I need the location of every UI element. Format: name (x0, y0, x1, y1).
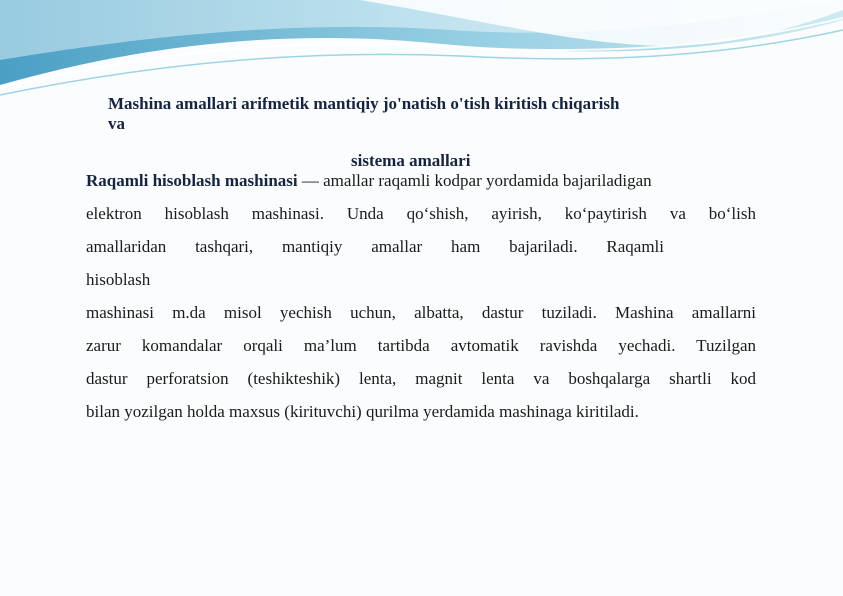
slide-title-line1: Mashina amallari arifmetik mantiqiy jo'natish o'tish kiritish chiqarish (108, 94, 620, 113)
body-line-1 (86, 164, 756, 197)
body-line-1-text: — amallar raqamli kodpar yordamida bajariladigan (297, 171, 652, 190)
body-line-5: mashinasi m.da misol yechish uchun, albatta, dastur tuziladi. Mashina amallarni (86, 303, 756, 322)
body-line-4: hisoblash (86, 270, 151, 289)
slide-title-line3: sistema amallari (351, 151, 471, 170)
body-line-7: dastur perforatsion (teshikteshik) lenta, magnit lenta va boshqalarga shartli kod (86, 369, 756, 388)
body-line-8: bilan yozilgan holda maxsus (kirituvchi) qurilma yerdamida mashinaga kiritiladi. (86, 402, 639, 421)
slide-title (108, 94, 728, 134)
slide-title-line2: va (108, 114, 125, 133)
body-paragraph (86, 164, 756, 428)
body-line-2: elektron hisoblash mashinasi. Unda qo‘shish, ayirish, ko‘paytirish va bo‘lish (86, 204, 756, 223)
term-label: Raqamli hisoblash mashinasi (86, 171, 298, 190)
body-line-3: amallaridan tashqari, mantiqiy amallar ham bajariladi. Raqamli (86, 237, 664, 256)
body-line-6: zarur komandalar orqali ma’lum tartibda avtomatik ravishda yechadi. Tuzilgan (86, 336, 756, 355)
